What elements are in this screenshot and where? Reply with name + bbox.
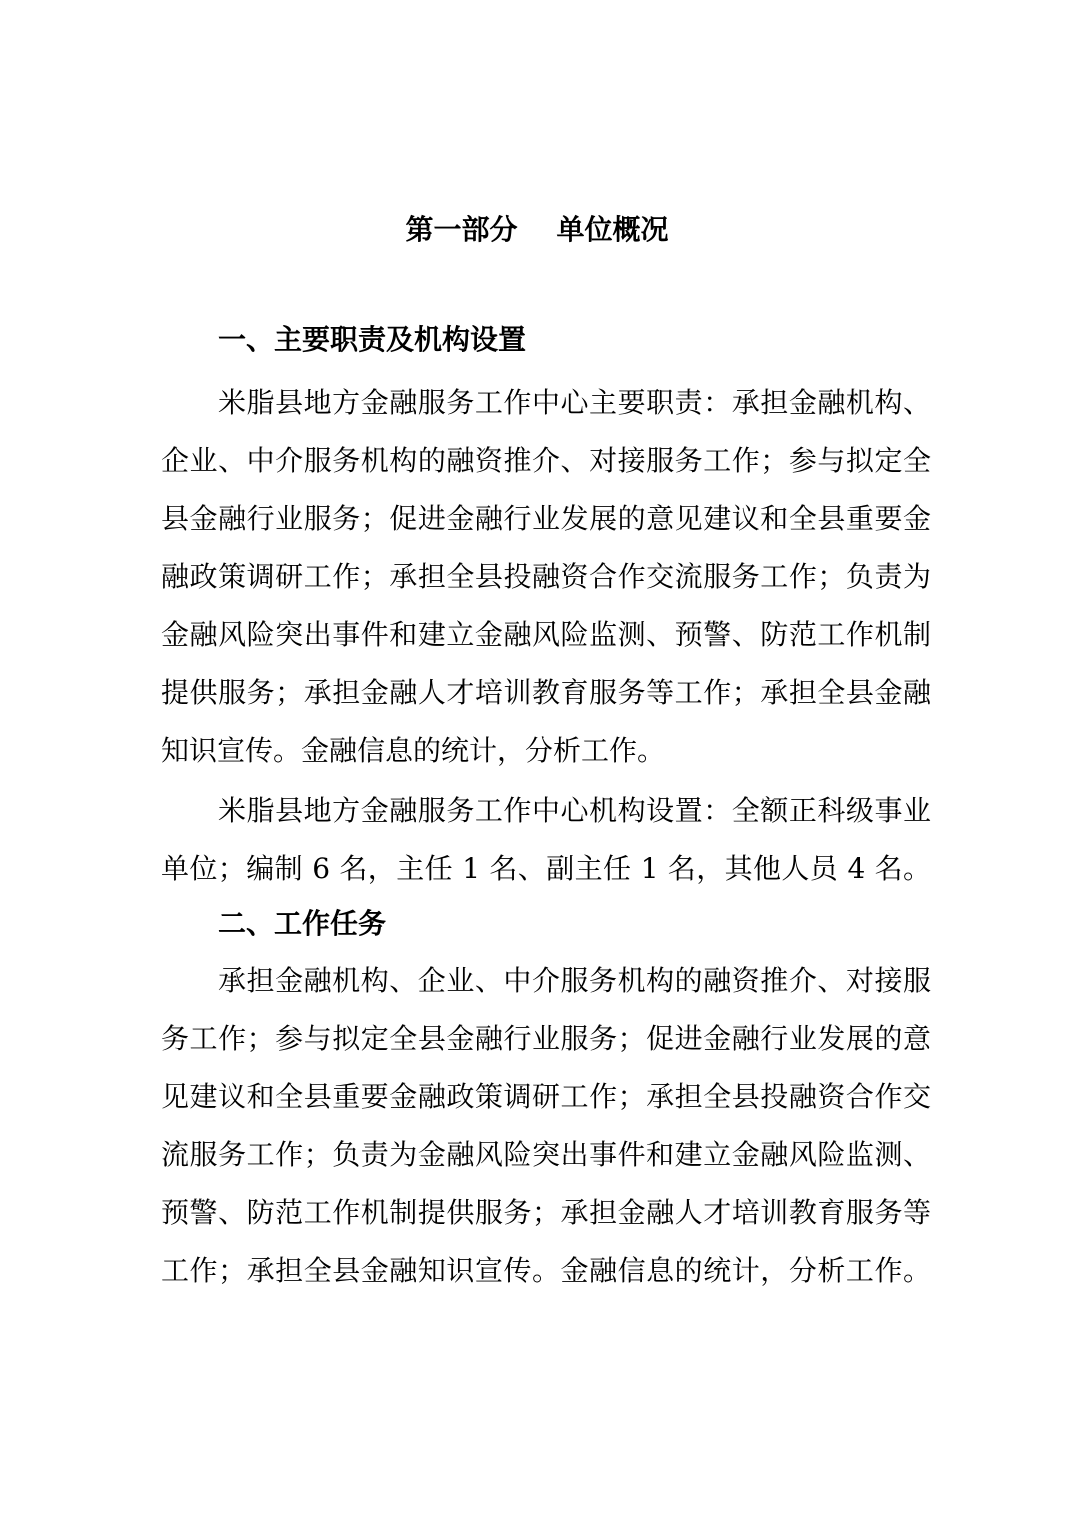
paragraph-line: 金融风险突出事件和建立金融风险监测、预警、防范工作机制 (161, 618, 931, 651)
paragraph-line: 县金融行业服务；促进金融行业发展的意见建议和全县重要金 (161, 502, 931, 535)
paragraph-line: 见建议和全县重要金融政策调研工作；承担全县投融资合作交 (161, 1080, 931, 1113)
paragraph-line: 米脂县地方金融服务工作中心主要职责：承担金融机构、 (218, 386, 931, 419)
paragraph-line: 米脂县地方金融服务工作中心机构设置：全额正科级事业 (218, 794, 931, 827)
paragraph-tasks (161, 959, 931, 1307)
paragraph-line: 工作；承担全县金融知识宣传。金融信息的统计，分析工作。 (161, 1254, 931, 1287)
page-title: 第一部分 单位概况 (405, 213, 669, 246)
section-heading-tasks: 二、工作任务 (218, 907, 387, 940)
paragraph-line: 企业、中介服务机构的融资推介、对接服务工作；参与拟定全 (161, 444, 931, 477)
paragraph-organization (161, 789, 931, 905)
paragraph-line: 融政策调研工作；承担全县投融资合作交流服务工作；负责为 (161, 560, 931, 593)
paragraph-line: 预警、防范工作机制提供服务；承担金融人才培训教育服务等 (161, 1196, 931, 1229)
paragraph-line: 务工作；参与拟定全县金融行业服务；促进金融行业发展的意 (161, 1022, 931, 1055)
paragraph-line: 提供服务；承担金融人才培训教育服务等工作；承担全县金融 (161, 676, 931, 709)
paragraph-line: 承担金融机构、企业、中介服务机构的融资推介、对接服 (218, 964, 931, 997)
paragraph-line: 流服务工作；负责为金融风险突出事件和建立金融风险监测、 (161, 1138, 931, 1171)
paragraph-duties (161, 381, 931, 787)
paragraph-line: 单位；编制 6 名，主任 1 名、副主任 1 名，其他人员 4 名。 (161, 852, 931, 885)
paragraph-line: 知识宣传。金融信息的统计，分析工作。 (161, 734, 666, 767)
section-heading-duties: 一、主要职责及机构设置 (218, 323, 527, 356)
